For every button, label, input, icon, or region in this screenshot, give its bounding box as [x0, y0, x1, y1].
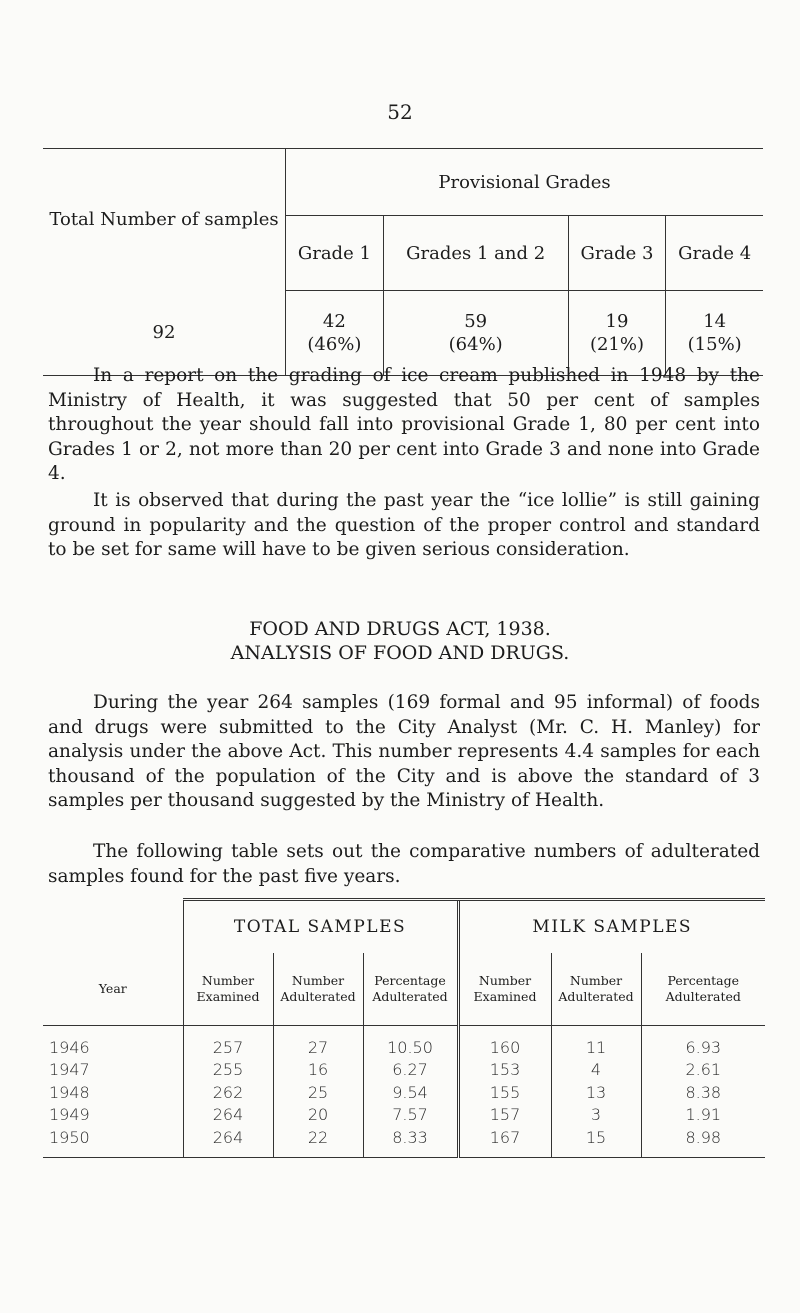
column-header: Number Examined — [183, 953, 273, 1026]
grade-header: Grades 1 and 2 — [383, 216, 568, 291]
cell: 6.27 — [363, 1059, 458, 1082]
year-cell: 1949 — [49, 1105, 90, 1125]
year-cell: 1948 — [49, 1082, 90, 1102]
cell: 2.61 — [641, 1059, 765, 1082]
cell: 7.57 — [363, 1104, 458, 1127]
cell: 13 — [551, 1081, 641, 1104]
cell: 155 — [458, 1081, 551, 1104]
paragraph-ice-lollie: It is observed that during the past year the “ice lollie” is still gaining ground in popularity and the question of the proper control and standard to be set for same will have to be given serious consideration. — [48, 490, 760, 560]
cell: 20 — [273, 1104, 363, 1127]
cell: 11 — [551, 1026, 641, 1059]
cell: 9.54 — [363, 1081, 458, 1104]
cell: 8.38 — [641, 1081, 765, 1104]
heading-analysis: ANALYSIS OF FOOD AND DRUGS. — [230, 642, 570, 664]
year-column-header: Year — [43, 953, 183, 1026]
page-number: 52 — [387, 100, 413, 124]
provisional-grades-header: Provisional Grades — [286, 149, 764, 216]
column-header: Number Adulterated — [551, 953, 641, 1026]
column-header: Number Examined — [458, 953, 551, 1026]
cell: 8.33 — [363, 1126, 458, 1157]
grade-value: 14 (15%) — [666, 291, 763, 376]
paragraph-table-intro: The following table sets out the comparative numbers of adulterated samples found for the past five years. — [48, 841, 760, 887]
grade-value: 19 (21%) — [568, 291, 666, 376]
column-header: Percentage Adulterated — [641, 953, 765, 1026]
table-row — [43, 1026, 765, 1059]
grade-header: Grade 3 — [568, 216, 666, 291]
cell: 27 — [273, 1026, 363, 1059]
cell: 10.50 — [363, 1026, 458, 1059]
cell: 15 — [551, 1126, 641, 1157]
milk-samples-group-header: MILK SAMPLES — [458, 900, 765, 954]
cell: 262 — [183, 1081, 273, 1104]
paragraph-samples-submitted: During the year 264 samples (169 formal and 95 informal) of foods and drugs were submitted to the City Analyst (Mr. C. H. Manley) for analysis under the above Act. This number represents 4.4 samples for each thousand of the population of the City and is above the standard of 3 samples per thousand suggested by the Ministry of Health. — [48, 692, 760, 811]
table-row — [43, 1059, 765, 1082]
table-row — [43, 1126, 765, 1157]
cell: 4 — [551, 1059, 641, 1082]
table-row — [43, 1081, 765, 1104]
column-header: Percentage Adulterated — [363, 953, 458, 1026]
total-samples-header: Total Number of samples — [43, 149, 286, 291]
total-samples-group-header: TOTAL SAMPLES — [183, 900, 458, 954]
cell: 22 — [273, 1126, 363, 1157]
year-cell: 1947 — [49, 1060, 90, 1080]
heading-act: FOOD AND DRUGS ACT, 1938. — [249, 618, 551, 640]
cell: 16 — [273, 1059, 363, 1082]
cell: 1.91 — [641, 1104, 765, 1127]
table-row — [43, 1104, 765, 1127]
adulterated-samples-table — [43, 898, 765, 1158]
grade-header: Grade 1 — [286, 216, 384, 291]
cell: 3 — [551, 1104, 641, 1127]
cell: 264 — [183, 1104, 273, 1127]
cell: 8.98 — [641, 1126, 765, 1157]
cell: 255 — [183, 1059, 273, 1082]
cell: 6.93 — [641, 1026, 765, 1059]
cell: 264 — [183, 1126, 273, 1157]
paragraph-ice-cream-report: In a report on the grading of ice cream published in 1948 by the Ministry of Health, it was suggested that 50 per cent of samples throughout the year should fall into provisional Grade 1, 80 per cent into Grades 1 or 2, not more than 20 per cent into Grade 3 and none into Grade 4. — [48, 365, 760, 484]
cell: 157 — [458, 1104, 551, 1127]
grade-value: 59 (64%) — [383, 291, 568, 376]
year-cell: 1946 — [49, 1037, 90, 1057]
column-header: Number Adulterated — [273, 953, 363, 1026]
year-cell: 1950 — [43, 1126, 183, 1157]
cell: 257 — [183, 1026, 273, 1059]
grade-value: 42 (46%) — [286, 291, 384, 376]
grade-header: Grade 4 — [666, 216, 763, 291]
cell: 153 — [458, 1059, 551, 1082]
ice-cream-grades-table — [43, 148, 763, 376]
cell: 167 — [458, 1126, 551, 1157]
total-samples-value: 92 — [43, 291, 286, 376]
cell: 25 — [273, 1081, 363, 1104]
cell: 160 — [458, 1026, 551, 1059]
